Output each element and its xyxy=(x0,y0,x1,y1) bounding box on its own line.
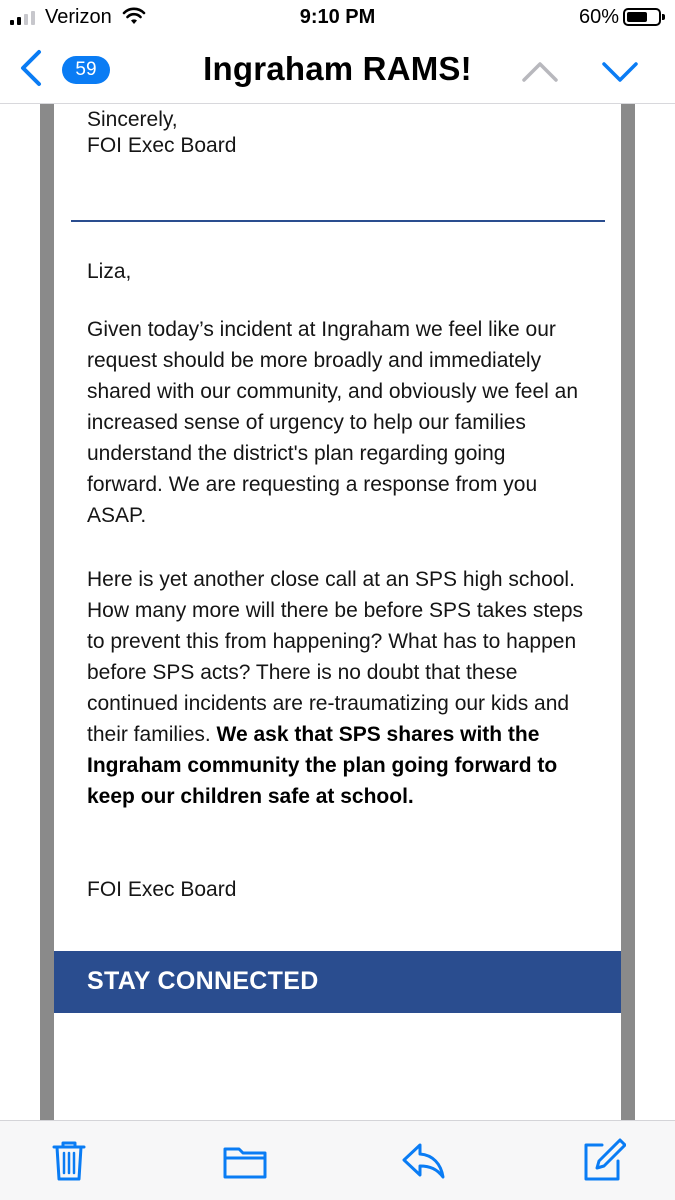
battery-icon xyxy=(623,8,661,26)
compose-icon[interactable] xyxy=(580,1137,626,1183)
banner-label: STAY CONNECTED xyxy=(87,967,319,995)
section-divider xyxy=(71,220,605,222)
unread-count-badge[interactable]: 59 xyxy=(62,56,110,84)
page-title: Ingraham RAMS! xyxy=(203,50,472,87)
carrier-name: Verizon xyxy=(45,6,112,28)
folder-icon[interactable] xyxy=(222,1137,268,1183)
email-body xyxy=(54,104,621,1120)
status-time: 9:10 PM xyxy=(299,6,376,28)
paragraph-2 xyxy=(87,564,587,812)
status-bar xyxy=(0,0,675,36)
paragraph-1: Given today’s incident at Ingraham we feel like our request should be more broadly and immediately shared with our community, and obviously we feel an increased sense of urgency to help our families understand the district's plan regarding going forward. We are requesting a response from you ASAP. xyxy=(87,318,579,527)
reply-icon[interactable] xyxy=(400,1137,446,1183)
signoff-line: Sincerely, xyxy=(87,108,178,131)
closing-signature: FOI Exec Board xyxy=(87,878,237,901)
email-frame-left-border xyxy=(40,104,54,1120)
previous-message-chevron-up-icon[interactable] xyxy=(520,58,560,86)
stay-connected-banner xyxy=(54,951,621,1013)
signoff-name: FOI Exec Board xyxy=(87,134,237,157)
email-frame-right-border xyxy=(621,104,635,1120)
paragraph-2-text: Here is yet another close call at an SPS high school. How many more will there be before SPS takes steps to prevent this from happening? What has to happen before SPS acts? There is no doubt that these continued incidents are re-traumatizing our kids and their families. xyxy=(87,568,584,746)
nav-bar xyxy=(0,36,675,104)
greeting: Liza, xyxy=(87,260,132,283)
next-message-chevron-down-icon[interactable] xyxy=(600,58,640,86)
battery-percent: 60% xyxy=(578,6,619,28)
paragraph-2-bold-text: We ask that SPS shares with the Ingraham community the plan going forward to keep our children safe at school. xyxy=(87,723,558,808)
bottom-toolbar xyxy=(0,1120,675,1200)
trash-icon[interactable] xyxy=(46,1137,92,1183)
